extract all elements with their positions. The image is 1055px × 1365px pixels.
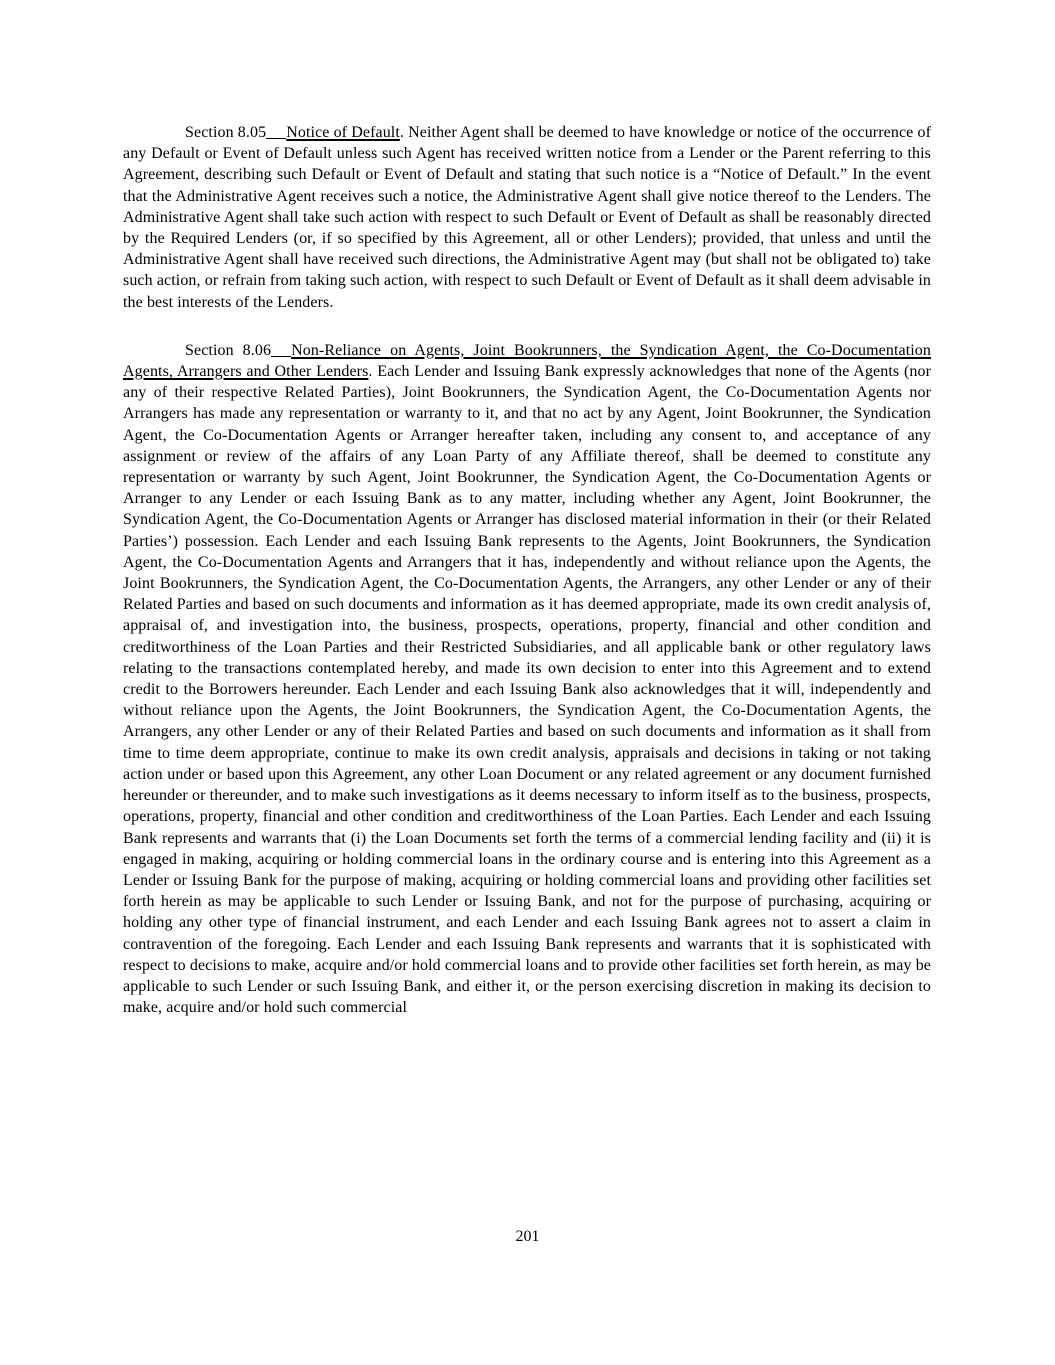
page-number: 201 [515, 1228, 540, 1245]
section-8-05-body-text: . Neither Agent shall be deemed to have knowledge or notice of the occurrence of any Default or Event of Default unless such Agent has received written notice from a Lender or the Parent referring to this Agreement, describing such Default or Event of Default and stating that such notice is a “Notice of Default.” In the event that the Administrative Agent receives such a notice, the Administrative Agent shall give notice thereof to the Lenders. The Administrative Agent shall take such action with respect to such Default or Event of Default as shall be reasonably directed by the Required Lenders (or, if so specified by this Agreement, all or other Lenders); provided, that unless and until the Administrative Agent shall have received such directions, the Administrative Agent may (but shall not be obligated to) take such action, or refrain from taking such action, with respect to such Default or Event of Default as it shall deem advisable in the best interests of the Lenders. [123, 124, 932, 311]
paragraph-section-8-06 [123, 340, 931, 1019]
section-8-06-body-text: . Each Lender and Issuing Bank expressly acknowledges that none of the Agents (nor any of their respective Related Parties), Joint Bookrunners, the Syndication Agent, the Co-Documentation Agents nor Arrangers has made any representation or warranty to it, and that no act by any Agent, Joint Bookrunner, the Syndication Agent, the Co-Documentation Agents or Arranger hereafter taken, including any consent to, and acceptance of any assignment or review of the affairs of any Loan Party of any Affiliate thereof, shall be deemed to constitute any representation or warranty by such Agent, Joint Bookrunner, the Syndication Agent, the Co-Documentation Agents or Arranger to any Lender or each Issuing Bank as to any matter, including whether any Agent, Joint Bookrunner, the Syndication Agent, the Co-Documentation Agents or Arranger has disclosed material information in their (or their Related Parties’) possession. Each Lender and each Issuing Bank represents to the Agents, Joint Bookrunners, the Syndication Agent, the Co-Documentation Agents and Arrangers that it has, independently and without reliance upon the Agents, the Joint Bookrunners, the Syndication Agent, the Co-Documentation Agents, the Arrangers, any other Lender or any of their Related Parties and based on such documents and information as it has deemed appropriate, made its own credit analysis of, appraisal of, and investigation into, the business, prospects, operations, property, financial and other condition and creditworthiness of the Loan Parties and their Restricted Subsidiaries, and all applicable bank or other regulatory laws relating to the transactions contemplated hereby, and made its own decision to enter into this Agreement and to extend credit to the Borrowers hereunder. Each Lender and each Issuing Bank also acknowledges that it will, independently and without reliance upon the Agents, the Joint Bookrunners, the Syndication Agent, the Co-Documentation Agents, the Arrangers, any other Lender or any of their Related Parties and based on such documents and information as it shall from time to time deem appropriate, continue to make its own credit analysis, appraisals and decisions in taking or not taking action under or based upon this Agreement, any other Loan Document or any related agreement or any document furnished hereunder or thereunder, and to make such investigations as it deems necessary to inform itself as to the business, prospects, operations, property, financial and other condition and creditworthiness of the Loan Parties. Each Lender and each Issuing Bank represents and warrants that (i) the Loan Documents set forth the terms of a commercial lending facility and (ii) it is engaged in making, acquiring or holding commercial loans in the ordinary course and is entering into this Agreement as a Lender or Issuing Bank for the purpose of making, acquiring or holding commercial loans and providing other facilities set forth herein as may be applicable to such Lender or Issuing Bank, and not for the purpose of purchasing, acquiring or holding any other type of financial instrument, and each Lender and each Issuing Bank agrees not to assert a claim in contravention of the foregoing. Each Lender and each Issuing Bank represents and warrants that it is sophisticated with respect to decisions to make, acquire and/or hold commercial loans and to provide other facilities set forth herein, as may be applicable to such Lender or such Issuing Bank, and either it, or the person exercising discretion in making its decision to make, acquire and/or hold such commercial [123, 363, 931, 1017]
section-8-05-label: Section 8.05 [185, 124, 267, 141]
section-8-06-heading: Non-Reliance on Agents, Joint Bookrunners, the Syndication Agent, the Co-Documentation Agents, Arrangers and Other Lenders [123, 341, 931, 381]
paragraph-section-8-05 [123, 122, 931, 313]
section-8-06-label: Section 8.06 [185, 341, 272, 359]
heading-underline-gap [271, 352, 291, 357]
page-text-block [123, 122, 931, 1045]
section-8-05-heading: Notice of Default [286, 124, 400, 141]
heading-underline-gap [266, 134, 286, 139]
